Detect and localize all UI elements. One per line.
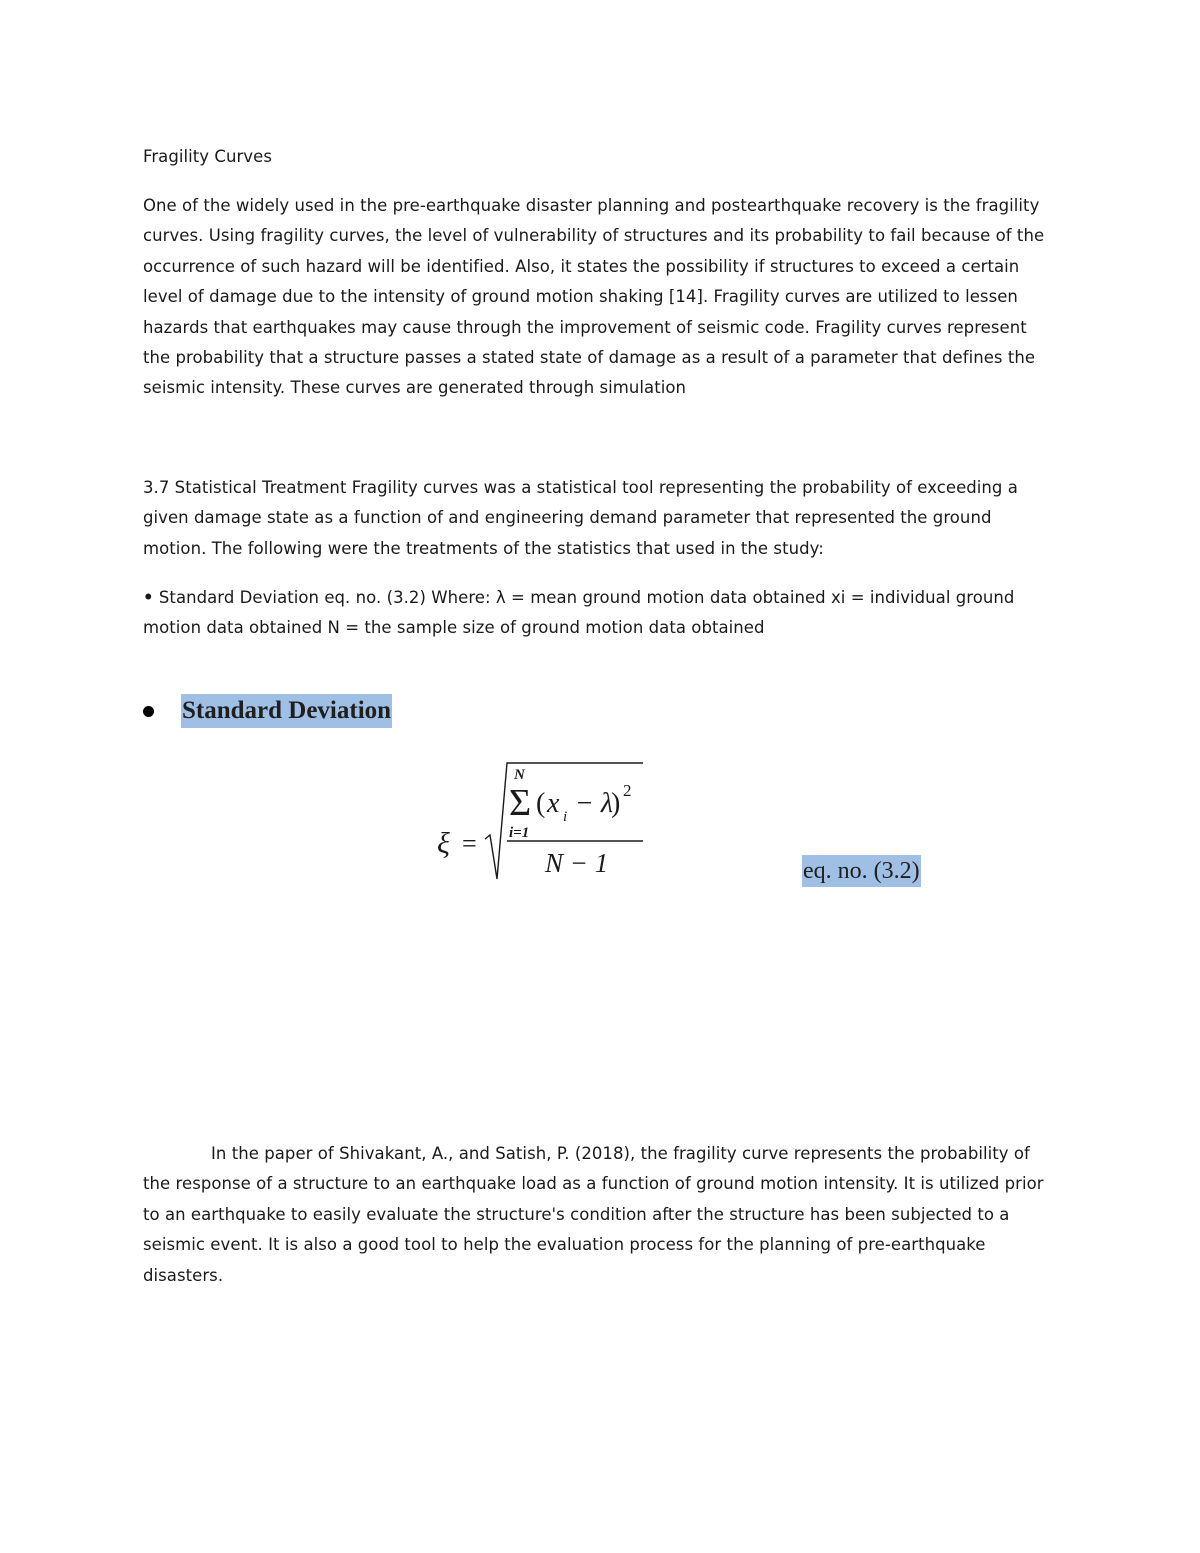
term-minus-lambda: − λ [575,788,614,819]
paragraph-fragility-intro: One of the widely used in the pre-earthquake disaster planning and postearthquake recovery is the fragility curves. Using fragility curves, the level of vulnerability of structures and its probability to fail because of the occurrence of such hazard will be identified. Also, it states the possibility if structures to exceed a certain level of damage due to the intensity of ground motion shaking [14]. Fragility curves are utilized to lessen hazards that earthquakes may cause through the improvement of seismic code. Fragility curves represent the probability that a structure passes a stated state of damage as a result of a parameter that defines the seismic intensity. These curves are generated through simulation [143,196,1045,398]
term-x: x [547,788,560,819]
sum-upper-limit: N [514,767,525,783]
formula-lhs: ξ [437,827,450,860]
formula-denominator: N − 1 [545,848,609,878]
sum-sigma: Σ [509,782,532,824]
bullet-standard-deviation [143,583,1058,644]
paragraph-shivakant-text: In the paper of Shivakant, A., and Satish, P. (2018), the fragility curve represents the probability of the response of a structure to an earthquake load as a function of ground motion intensity. It is utilized prior to an earthquake to easily evaluate the structure's condition after the structure has been subjected to a seismic event. It is also a good tool to help the evaluation process for the planning of pre-earthquake disasters. [143,1144,1044,1285]
formula-equals: = [462,829,477,858]
bullet-text: Standard Deviation eq. no. (3.2) Where: λ = mean ground motion data obtained xi = individual ground motion data obtained N = the sample size of ground motion data obtained [143,588,1015,638]
heading-text: Standard Deviation [181,694,392,728]
sum-lower-limit: i=1 [509,825,530,841]
bullet-icon: • [143,588,154,607]
term-close-paren: ) [611,788,621,819]
heading-bullet-icon [143,706,154,717]
paragraph-shivakant [143,1139,1058,1291]
term-x-subscript: i [563,809,568,825]
term-open-paren: ( [536,788,546,819]
paragraph-statistical-treatment: 3.7 Statistical Treatment Fragility curves was a statistical tool representing the probability of exceeding a given damage state as a function of and engineering demand parameter that represented the ground motion. The following were the treatments of the statistics that used in the study: [143,478,1018,558]
standard-deviation-formula [425,757,665,887]
equation-number-label: eq. no. (3.2) [802,855,921,887]
term-exponent: 2 [623,781,632,800]
section-title: Fragility Curves [143,147,272,166]
